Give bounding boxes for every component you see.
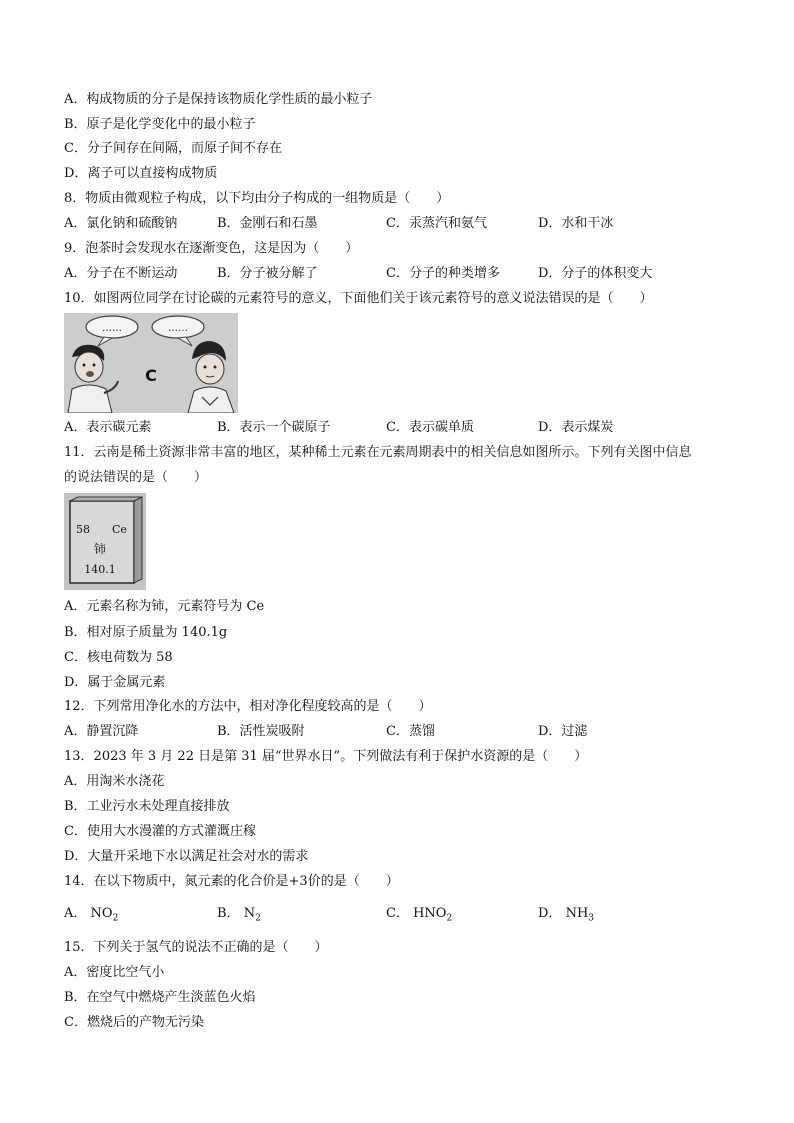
q14-option-a-letter: A． bbox=[64, 906, 87, 921]
q7-option-b: B．原子是化学变化中的最小粒子 bbox=[64, 117, 256, 132]
q11-stem-line2: 的说法错误的是（ ） bbox=[64, 470, 208, 485]
q12-option-a: A．静置沉降 bbox=[64, 724, 139, 739]
q8-option-d: D．水和干冰 bbox=[538, 216, 614, 231]
q7-option-c: C．分子间存在间隔，而原子间不存在 bbox=[64, 141, 282, 156]
bubble-left-text: …… bbox=[102, 323, 122, 334]
q13-option-a: A．用淘米水浇花 bbox=[64, 774, 165, 789]
q8-option-c: C．汞蒸汽和氨气 bbox=[386, 216, 487, 231]
q14-option-a-subscript: 2 bbox=[112, 913, 119, 924]
q13-option-c: C．使用大水漫灌的方式灌溉庄稼 bbox=[64, 824, 256, 839]
q11-option-c: C．核电荷数为 58 bbox=[64, 650, 173, 665]
q11-option-d: D．属于金属元素 bbox=[64, 675, 166, 690]
q12-stem: 12．下列常用净化水的方法中，相对净化程度较高的是（ ） bbox=[64, 699, 432, 714]
q14-option-d-subscript: 3 bbox=[588, 913, 595, 924]
q14-option-b-letter: B． bbox=[217, 906, 240, 921]
q15-option-b: B．在空气中燃烧产生淡蓝色火焰 bbox=[64, 990, 256, 1005]
q9-option-a: A．分子在不断运动 bbox=[64, 266, 178, 281]
q13-option-d: D．大量开采地下水以满足社会对水的需求 bbox=[64, 849, 309, 864]
q15-option-a: A．密度比空气小 bbox=[64, 965, 165, 980]
q14-option-b-subscript: 2 bbox=[255, 913, 261, 924]
q14-option-d-letter: D． bbox=[538, 906, 562, 921]
q12-option-b: B．活性炭吸附 bbox=[217, 724, 305, 739]
q14-option-c-subscript: 2 bbox=[446, 913, 453, 924]
carbon-symbol: C bbox=[145, 366, 157, 385]
q9-option-c: C．分子的种类增多 bbox=[386, 266, 500, 281]
q13-option-b: B．工业污水未处理直接排放 bbox=[64, 799, 230, 814]
q15-option-c: C．燃烧后的产物无污染 bbox=[64, 1015, 204, 1030]
q14-option-c bbox=[386, 905, 452, 928]
q8-option-b: B．金刚石和石墨 bbox=[217, 216, 318, 231]
q10-figure-two-students bbox=[64, 313, 238, 413]
cerium-periodic-cell bbox=[64, 493, 146, 590]
q9-option-d: D．分子的体积变大 bbox=[538, 266, 653, 281]
q7-option-d: D．离子可以直接构成物质 bbox=[64, 166, 218, 181]
q9-option-b: B．分子被分解了 bbox=[217, 266, 318, 281]
q9-stem: 9．泡茶时会发现水在逐渐变色，这是因为（ ） bbox=[64, 241, 359, 256]
students-illustration bbox=[64, 313, 238, 413]
q11-element-card bbox=[64, 493, 146, 590]
q10-stem: 10．如图两位同学在讨论碳的元素符号的意义，下面他们关于该元素符号的意义说法错误的是（ ） bbox=[64, 291, 653, 306]
q14-option-a-formula: NO bbox=[90, 906, 113, 921]
q11-stem-line1: 11．云南是稀土资源非常丰富的地区，某种稀土元素在元素周期表中的相关信息如图所示。下列有关图中信息 bbox=[64, 445, 692, 460]
q12-option-c: C．蒸馏 bbox=[386, 724, 435, 739]
element-symbol: Ce bbox=[112, 523, 127, 536]
q14-option-d-formula: NH bbox=[565, 906, 589, 921]
bubble-right-text: …… bbox=[168, 323, 188, 334]
atomic-number: 58 bbox=[76, 523, 90, 536]
q10-option-b: B．表示一个碳原子 bbox=[217, 420, 331, 435]
element-name: 铈 bbox=[93, 542, 107, 556]
q10-option-c: C．表示碳单质 bbox=[386, 420, 474, 435]
q10-option-d: D．表示煤炭 bbox=[538, 420, 614, 435]
q10-option-a: A．表示碳元素 bbox=[64, 420, 152, 435]
q11-option-b: B．相对原子质量为 140.1g bbox=[64, 625, 228, 640]
q8-stem: 8．物质由微观粒子构成，以下均由分子构成的一组物质是（ ） bbox=[64, 191, 450, 206]
q14-option-b-formula: N bbox=[243, 906, 256, 921]
q14-stem: 14．在以下物质中，氮元素的化合价是+3价的是（ ） bbox=[64, 874, 399, 889]
q14-option-d bbox=[538, 905, 594, 928]
q14-option-a bbox=[64, 905, 118, 928]
q11-option-a: A．元素名称为铈，元素符号为 Ce bbox=[64, 599, 265, 614]
q12-option-d: D．过滤 bbox=[538, 724, 588, 739]
q7-option-a: A．构成物质的分子是保持该物质化学性质的最小粒子 bbox=[64, 92, 373, 107]
q13-stem: 13．2023 年 3 月 22 日是第 31 届“世界水日”。下列做法有利于保护水资源的是（ ） bbox=[64, 749, 588, 764]
q14-option-b bbox=[217, 905, 261, 928]
q14-option-c-formula: HNO bbox=[413, 906, 447, 921]
q15-stem: 15．下列关于氢气的说法不正确的是（ ） bbox=[64, 940, 328, 955]
q14-option-c-letter: C． bbox=[386, 906, 409, 921]
q8-option-a: A．氯化钠和硫酸钠 bbox=[64, 216, 178, 231]
atomic-mass: 140.1 bbox=[84, 563, 116, 576]
